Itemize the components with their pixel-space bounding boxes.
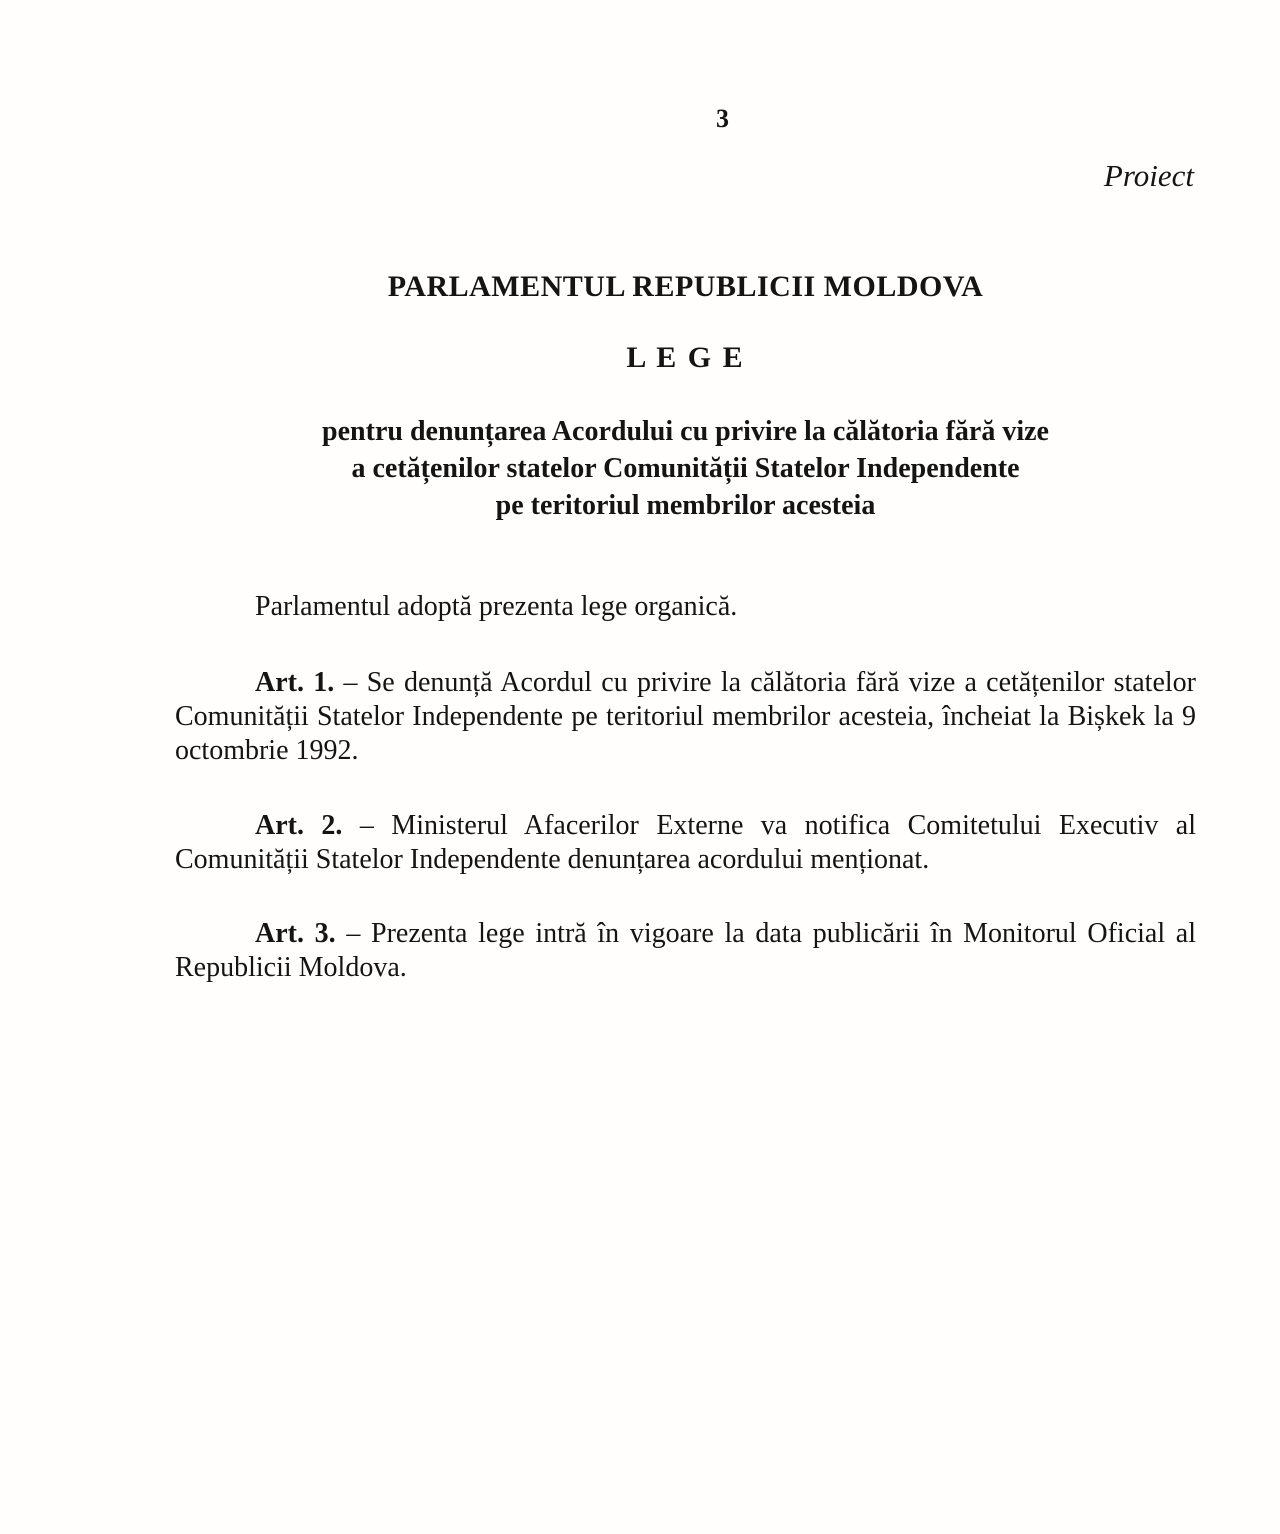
document-header: PARLAMENTUL REPUBLICII MOLDOVA xyxy=(387,270,984,303)
intro-paragraph: Parlamentul adoptă prezenta lege organică. xyxy=(255,591,738,622)
law-type-label: L E G E xyxy=(626,341,745,374)
article-2-paragraph xyxy=(175,809,1196,877)
article-1-text: – Se denunță Acordul cu privire la călătoria fără vize a cetățenilor statelor Comunității Statelor Independente pe teritoriul membrilor acesteia, încheiat la Bișkek la 9 octombrie 1992. xyxy=(175,667,1196,766)
article-1-label: Art. 1. xyxy=(255,667,335,698)
law-title xyxy=(175,413,1196,524)
law-title-line-2: a cetățenilor statelor Comunității Statelor Independente xyxy=(351,453,1020,484)
article-2-label: Art. 2. xyxy=(255,810,343,841)
article-3-label: Art. 3. xyxy=(255,918,336,949)
draft-annotation: Proiect xyxy=(1103,158,1194,193)
article-3-text: – Prezenta lege intră în vigoare la data publicării în Monitorul Oficial al Republicii Moldova. xyxy=(175,918,1196,983)
page-number: 3 xyxy=(716,104,729,133)
article-3-paragraph xyxy=(175,917,1196,985)
law-title-line-3: pe teritoriul membrilor acesteia xyxy=(495,490,876,521)
law-title-line-1: pentru denunțarea Acordului cu privire la călătoria fără vize xyxy=(322,416,1049,447)
article-1-paragraph xyxy=(175,666,1196,768)
article-2-text: – Ministerul Afacerilor Externe va notifica Comitetului Executiv al Comunității Statelor Independente denunțarea acordului menționat. xyxy=(175,810,1196,875)
document-content xyxy=(175,0,1196,1013)
